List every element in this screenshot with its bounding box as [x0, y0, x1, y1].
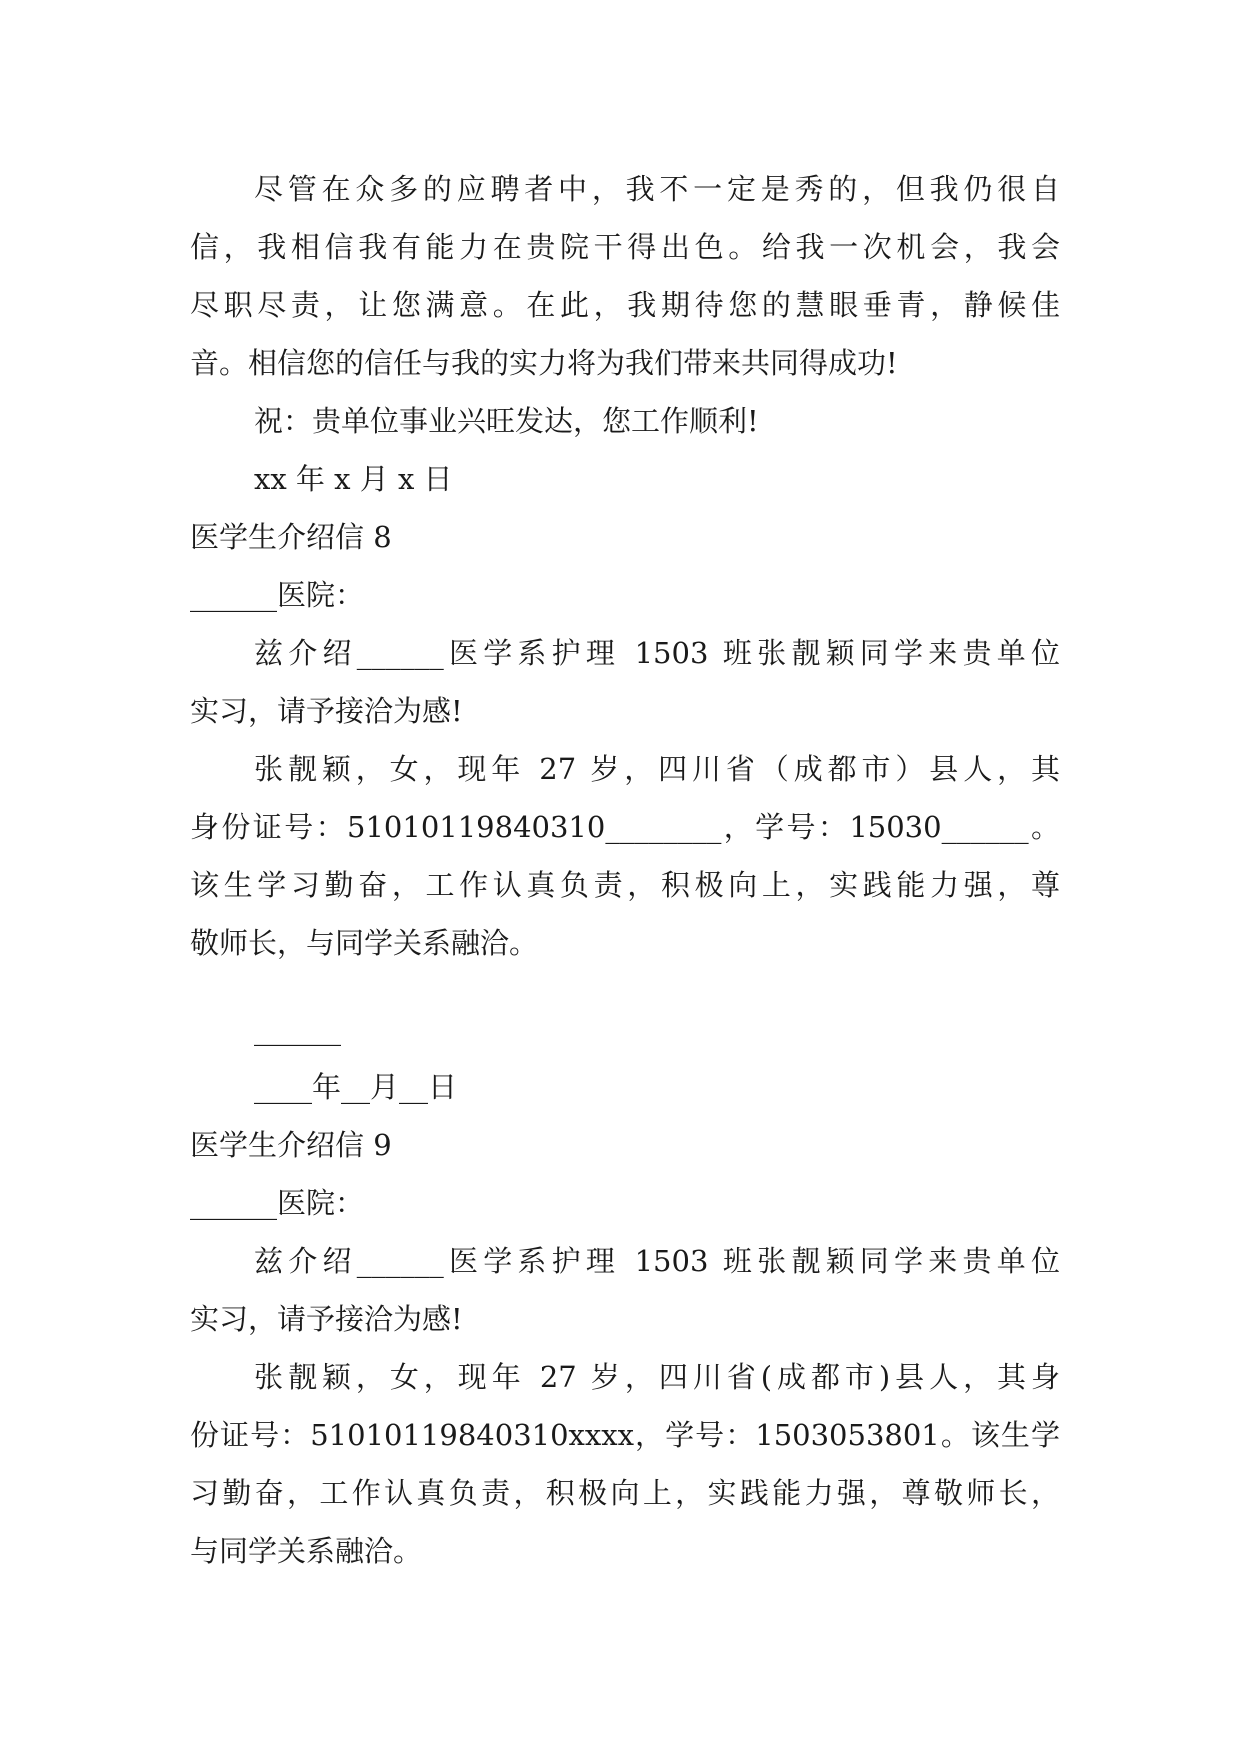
paragraph-line: 份证号：51010119840310xxxx，学号：1503053801。该生学 [190, 1418, 1060, 1452]
section-heading: 医学生介绍信 8 [190, 520, 392, 554]
paragraph-line: 与同学关系融洽。 [190, 1534, 423, 1568]
paragraph-line: 尽管在众多的应聘者中，我不一定是秀的，但我仍很自 [254, 172, 1060, 206]
paragraph-line: 实习，请予接洽为感! [190, 1302, 463, 1336]
salutation: ______医院： [190, 1186, 365, 1220]
paragraph-line: 敬师长，与同学关系融洽。 [190, 926, 539, 960]
closing-wish: 祝：贵单位事业兴旺发达，您工作顺利! [254, 404, 759, 438]
paragraph-line: 音。相信您的信任与我的实力将为我们带来共同得成功! [190, 346, 898, 380]
paragraph-line: 尽职尽责，让您满意。在此，我期待您的慧眼垂青，静候佳 [190, 288, 1060, 322]
paragraph-line: 实习，请予接洽为感! [190, 694, 463, 728]
signature-blank: ______ [254, 1012, 341, 1046]
document-page [190, 160, 1060, 1580]
spacer [190, 972, 1060, 1000]
letter-date: xx 年 x 月 x 日 [254, 462, 453, 496]
paragraph-line: 习勤奋，工作认真负责，积极向上，实践能力强，尊敬师长， [190, 1476, 1060, 1510]
paragraph-line: 张靓颖，女，现年 27 岁，四川省（成都市）县人，其 [254, 752, 1060, 786]
paragraph-line: 该生学习勤奋，工作认真负责，积极向上，实践能力强，尊 [190, 868, 1060, 902]
paragraph-line: 兹介绍______医学系护理 1503 班张靓颖同学来贵单位 [254, 1244, 1060, 1278]
letter-date: ____年__月__日 [254, 1070, 458, 1104]
paragraph-line: 信，我相信我有能力在贵院干得出色。给我一次机会，我会 [190, 230, 1060, 264]
salutation: ______医院： [190, 578, 365, 612]
paragraph-line: 身份证号：51010119840310________，学号：15030______。 [190, 810, 1060, 844]
paragraph-line: 兹介绍______医学系护理 1503 班张靓颖同学来贵单位 [254, 636, 1060, 670]
paragraph-line: 张靓颖，女，现年 27 岁，四川省(成都市)县人，其身 [254, 1360, 1060, 1394]
section-heading: 医学生介绍信 9 [190, 1128, 392, 1162]
